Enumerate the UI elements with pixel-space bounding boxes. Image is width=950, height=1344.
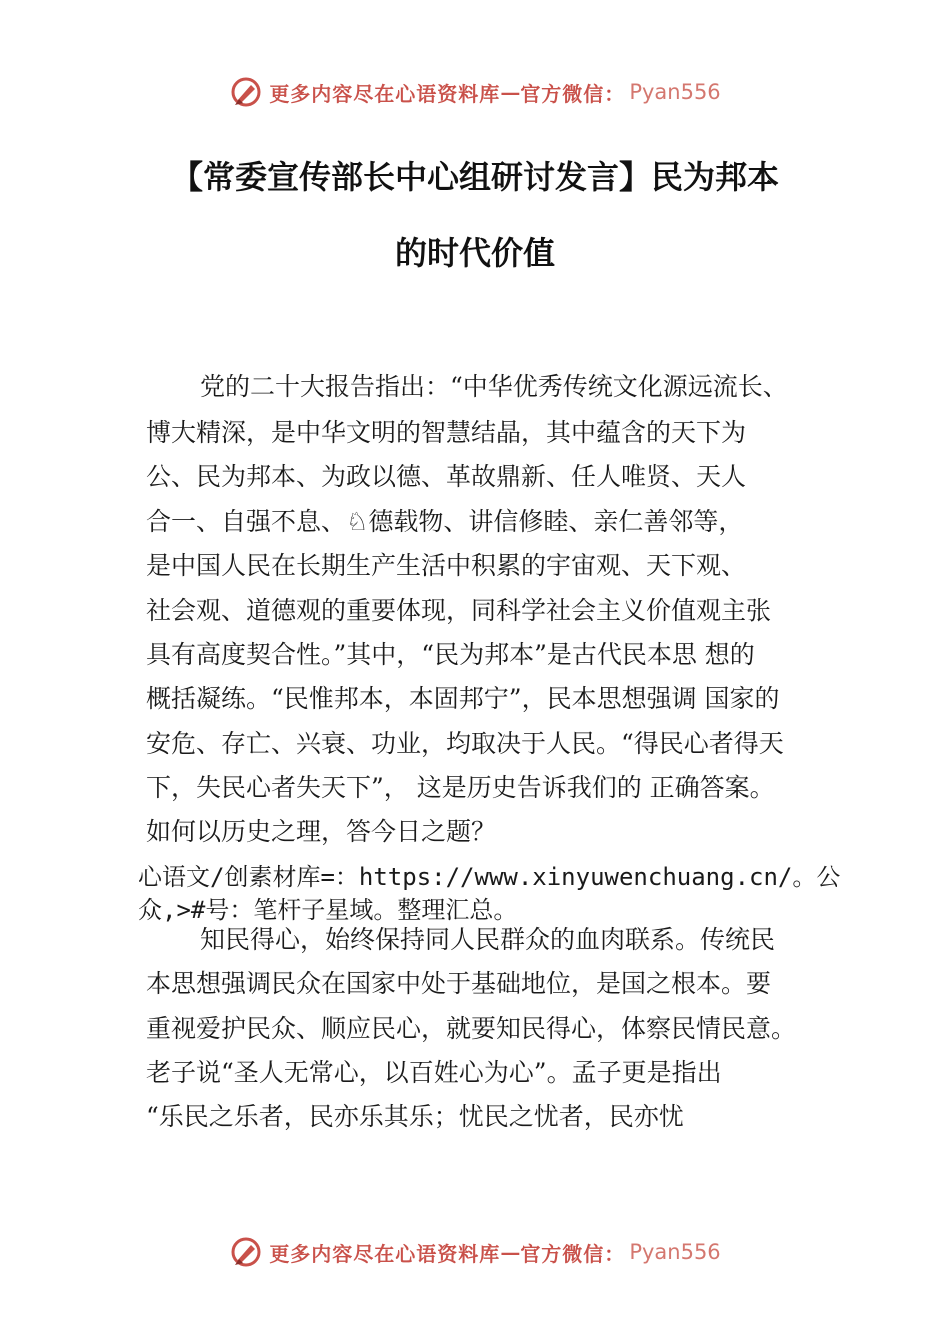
paragraph-line: 具有高度契合性。”其中，“民为邦本”是古代民本思 想的 — [146, 640, 755, 669]
banner-separator: — — [500, 80, 521, 104]
pen-logo-icon — [229, 75, 263, 109]
banner-wechat-label: 官方微信： — [520, 1241, 626, 1266]
paragraph-line: 概括凝练。“民惟邦本，本固邦宁”，民本思想强调 国家的 — [146, 684, 780, 713]
banner-text: 更多内容尽在心语资料库 — [269, 81, 501, 106]
pen-logo-icon — [229, 1235, 263, 1269]
paragraph-line: 党的二十大报告指出：“中华优秀传统文化源远流长、 — [200, 372, 788, 401]
paragraph-line: 知民得心，始终保持同人民群众的血肉联系。传统民 — [200, 925, 776, 954]
banner-wechat-id: Pyan556 — [629, 1240, 721, 1264]
paragraph-line: 合一、自强不息、♘德载物、讲信修睦、亲仁善邻等， — [146, 507, 744, 536]
source-note-line1: 心语文/创素材库=：https://www.xinyuwenchuang.cn/。公 — [138, 863, 841, 891]
document-title-line2: 的时代价值 — [394, 234, 555, 272]
paragraph-line: 如何以历史之理，答今日之题？ — [146, 817, 497, 846]
banner-separator: — — [500, 1240, 521, 1264]
paragraph-line: 公、民为邦本、为政以德、革故鼎新、任人唯贤、天人 — [146, 462, 747, 491]
document-title-line1: 【常委宣传部长中心组研讨发言】民为邦本 — [170, 158, 779, 196]
paragraph-line: 社会观、道德观的重要体现，同科学社会主义价值观主张 — [146, 596, 772, 625]
footer-banner — [0, 1232, 950, 1272]
header-banner — [0, 72, 950, 112]
paragraph-line: 重视爱护民众、顺应民心，就要知民得心，体察民情民意。 — [146, 1014, 797, 1043]
paragraph-line: 是中国人民在长期生产生活中积累的宇宙观、天下观、 — [146, 551, 747, 580]
source-note-line2: 众,>#号：笔杆子星域。整理汇总。 — [138, 896, 518, 924]
paragraph-line: 安危、存亡、兴衰、功业，均取决于人民。“得民心者得天 — [146, 729, 784, 758]
banner-text: 更多内容尽在心语资料库 — [269, 1241, 501, 1266]
paragraph-line: 博大精深，是中华文明的智慧结晶，其中蕴含的天下为 — [146, 418, 747, 447]
banner-wechat-id: Pyan556 — [629, 80, 721, 104]
paragraph-line: 本思想强调民众在国家中处于基础地位，是国之根本。要 — [146, 969, 772, 998]
paragraph-line: 老子说“圣人无常心，以百姓心为心”。孟子更是指出 — [146, 1058, 722, 1087]
paragraph-line: “乐民之乐者，民亦乐其乐；忧民之忧者，民亦忧 — [146, 1102, 684, 1131]
paragraph-line: 下，失民心者失天下”， 这是历史告诉我们的 正确答案。 — [146, 773, 775, 802]
banner-wechat-label: 官方微信： — [520, 81, 626, 106]
